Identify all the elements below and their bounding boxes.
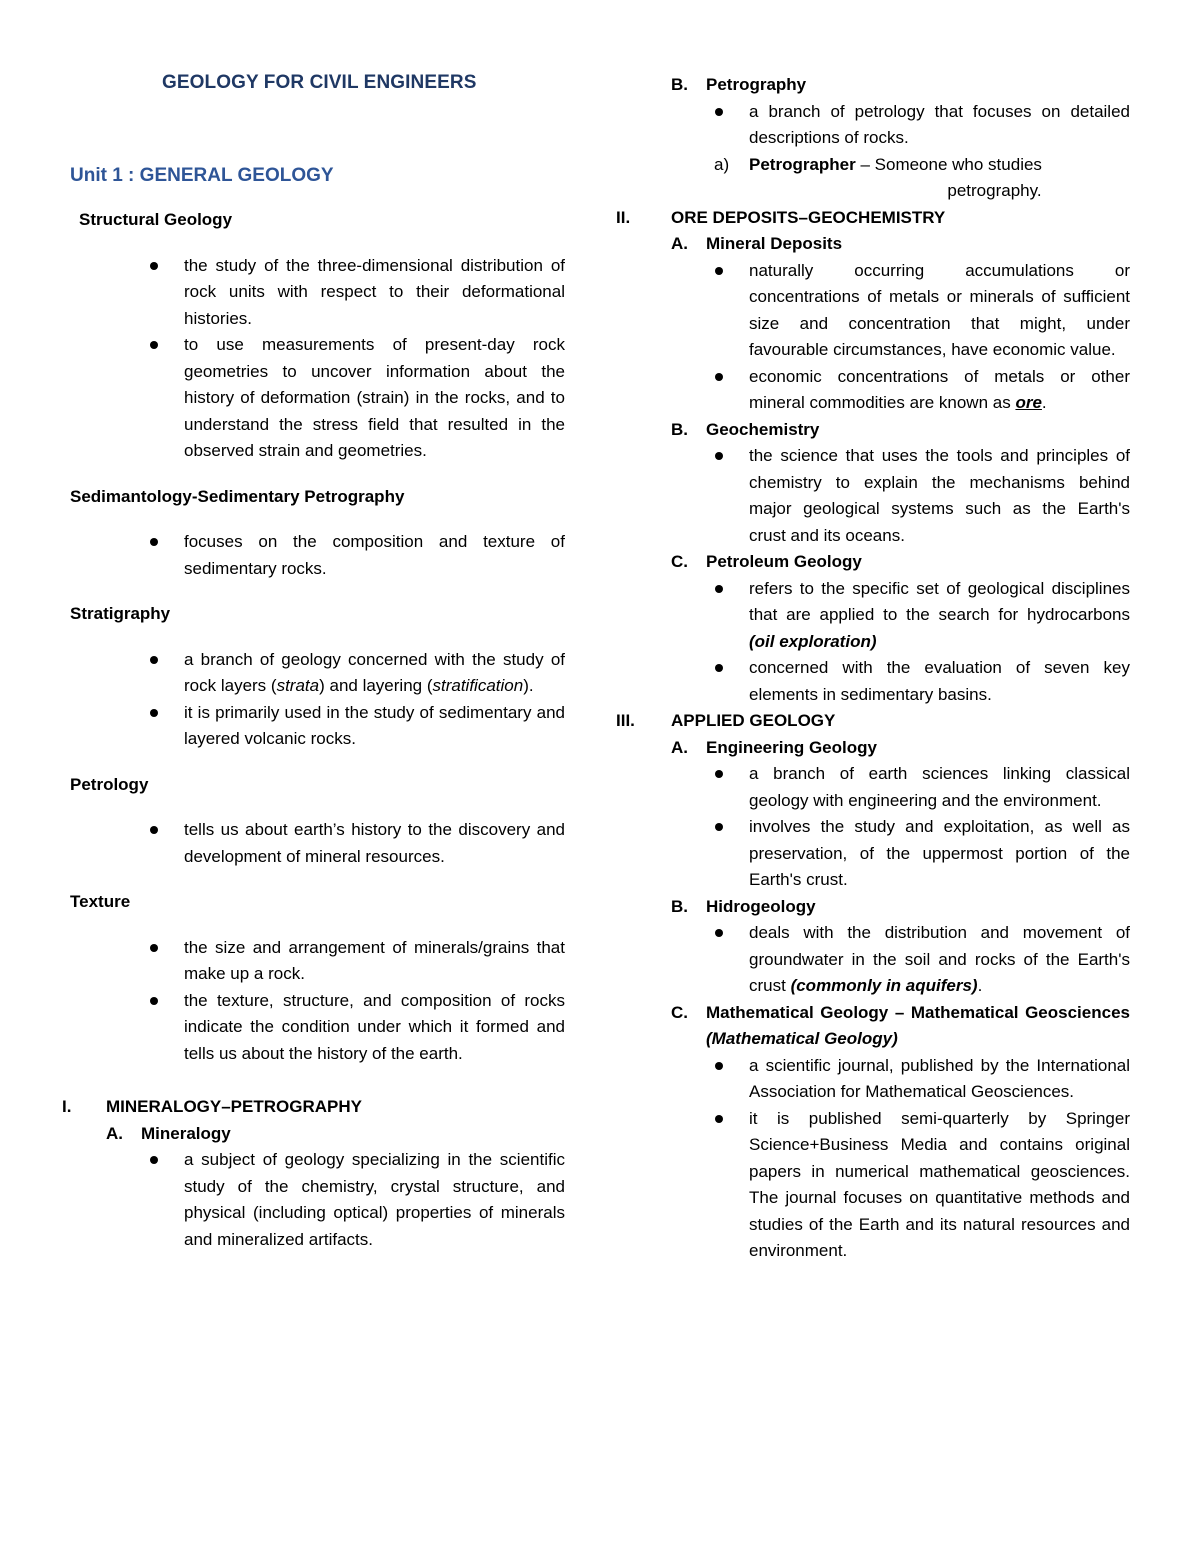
list-item: naturally occurring accumulations or concentrations of metals or minerals of sufficient size and concentration that might, under favourable circumstances, have economic value. xyxy=(749,258,1130,364)
list-item: the study of the three-dimensional distribution of rock units with respect to their deformational histories. xyxy=(184,253,565,333)
subsection-letter: B. xyxy=(671,419,688,439)
text-run: refers to the specific set of geological disciplines that are applied to the search for hydrocarbons xyxy=(749,578,1130,624)
subsection-mathematical-geology xyxy=(612,1000,1130,1053)
subsection-engineering-geology xyxy=(612,735,1130,762)
section-number: I. xyxy=(62,1097,72,1116)
subsection-letter: A. xyxy=(106,1123,123,1143)
list-item: a scientific journal, published by the International Association for Mathematical Geosciences. xyxy=(749,1053,1130,1106)
subsection-hidrogeology xyxy=(612,894,1130,921)
list-item: the science that uses the tools and principles of chemistry to explain the mechanisms behind major geological systems such as the Earth's crust and its oceans. xyxy=(749,443,1130,549)
text-run: – Someone who studies xyxy=(855,154,1042,174)
section-title: MINERALOGY–PETROGRAPHY xyxy=(106,1097,362,1116)
list-item: the texture, structure, and composition of rocks indicate the condition under which it formed and tells us about the history of the earth. xyxy=(184,988,565,1068)
emphasis-term: (Mathematical Geology) xyxy=(706,1029,898,1048)
emphasis-term: ore xyxy=(1015,393,1042,412)
emphasis-term: (commonly in aquifers) xyxy=(790,976,978,995)
subsection-geochemistry xyxy=(612,417,1130,444)
subsection-letter: C. xyxy=(671,1002,688,1022)
italic-term: stratification xyxy=(432,676,524,695)
list-item: it is primarily used in the study of sedimentary and layered volcanic rocks. xyxy=(184,700,565,753)
subsection-title: Petrography xyxy=(706,75,807,94)
structural-geology-heading: Structural Geology xyxy=(79,210,233,229)
text-run: deals with the distribution and movement of groundwater in the soil and rocks of the Earth's crust xyxy=(749,923,1130,995)
section-mineralogy-petrography xyxy=(62,1094,565,1121)
text-run: ). xyxy=(523,676,534,695)
subsection-title: Petroleum Geology xyxy=(706,552,862,571)
subsection-title: Mineral Deposits xyxy=(706,234,843,253)
text-run: . xyxy=(977,976,983,995)
petrology-list xyxy=(70,817,565,870)
subsection-letter: A. xyxy=(671,234,688,253)
mineral-deposits-list xyxy=(612,258,1130,417)
structural-geology-list xyxy=(70,253,565,465)
list-item: concerned with the evaluation of seven key elements in sedimentary basins. xyxy=(749,655,1130,708)
list-item: to use measurements of present-day rock geometries to uncover information about the history of deformation (strain) in the rocks, and to understand the stress field that resulted in the observed strain and geometries. xyxy=(184,332,565,465)
list-item xyxy=(184,647,565,700)
subsection-title: Engineering Geology xyxy=(706,737,877,757)
list-item xyxy=(749,920,1130,1000)
subsection-mineral-deposits xyxy=(612,231,1130,258)
subsection-mineralogy xyxy=(70,1121,565,1148)
list-item: a branch of petrology that focuses on detailed descriptions of rocks. xyxy=(749,99,1130,152)
subsection-petrography xyxy=(612,72,1130,99)
list-item xyxy=(749,576,1130,656)
list-item: a subject of geology specializing in the scientific study of the chemistry, crystal structure, and physical (including optical) properties of minerals and mineralized artifacts. xyxy=(184,1147,565,1253)
sub-item-label: a) xyxy=(714,154,730,174)
sedimentology-list xyxy=(70,529,565,582)
unit-title: Unit 1 : GENERAL GEOLOGY xyxy=(70,165,334,186)
subsection-letter: B. xyxy=(671,75,688,94)
text-run: petrography. xyxy=(947,181,1042,200)
section-applied-geology xyxy=(612,708,1130,735)
texture-heading: Texture xyxy=(70,892,131,911)
sedimentology-heading: Sedimantology-Sedimentary Petrography xyxy=(70,486,405,506)
geochemistry-list xyxy=(612,443,1130,549)
subsection-title: Hidrogeology xyxy=(706,896,816,916)
section-title: ORE DEPOSITS–GEOCHEMISTRY xyxy=(671,207,946,227)
term: Petrographer xyxy=(749,154,856,174)
mathematical-geology-list xyxy=(612,1053,1130,1265)
subsection-title: Mineralogy xyxy=(141,1123,231,1143)
section-ore-deposits xyxy=(612,205,1130,232)
petrography-list xyxy=(612,99,1130,152)
list-item: involves the study and exploitation, as well as preservation, of the uppermost portion of the Earth's crust. xyxy=(749,814,1130,894)
subsection-letter: C. xyxy=(671,552,688,571)
stratigraphy-list xyxy=(70,647,565,753)
section-title: APPLIED GEOLOGY xyxy=(671,711,836,730)
list-item: tells us about earth’s history to the discovery and development of mineral resources. xyxy=(184,817,565,870)
hidrogeology-list xyxy=(612,920,1130,1000)
subsection-petroleum-geology xyxy=(612,549,1130,576)
list-item: focuses on the composition and texture of sedimentary rocks. xyxy=(184,529,565,582)
petroleum-geology-list xyxy=(612,576,1130,709)
subsection-title: Geochemistry xyxy=(706,419,820,439)
section-number: III. xyxy=(616,711,635,730)
subsection-title: Mathematical Geology – Mathematical Geosciences xyxy=(706,1002,1130,1022)
left-column xyxy=(62,72,565,1253)
petrographer-definition xyxy=(612,152,1130,205)
text-run: economic concentrations of metals or other mineral commodities are known as xyxy=(749,366,1130,412)
stratigraphy-heading: Stratigraphy xyxy=(70,604,171,623)
document-title: GEOLOGY FOR CIVIL ENGINEERS xyxy=(162,72,477,93)
list-item: it is published semi-quarterly by Springer Science+Business Media and contains original papers in numerical mathematical geosciences. The journal focuses on quantitative methods and studies of the Earth and its natural resources and environment. xyxy=(749,1106,1130,1265)
texture-list xyxy=(70,935,565,1068)
subsection-letter: A. xyxy=(671,737,688,757)
italic-term: strata xyxy=(276,676,320,695)
section-number: II. xyxy=(616,207,631,227)
text-run: . xyxy=(1041,393,1047,412)
list-item xyxy=(749,364,1130,417)
emphasis-term: (oil exploration) xyxy=(749,631,877,651)
text-run: ) and layering ( xyxy=(319,676,433,695)
list-item: a branch of earth sciences linking classical geology with engineering and the environment. xyxy=(749,761,1130,814)
text-run: a branch of geology concerned with the study of rock layers ( xyxy=(184,649,565,695)
engineering-geology-list xyxy=(612,761,1130,894)
petrology-heading: Petrology xyxy=(70,774,149,794)
right-column xyxy=(612,72,1130,1265)
mineralogy-list xyxy=(70,1147,565,1253)
subsection-letter: B. xyxy=(671,896,688,916)
list-item: the size and arrangement of minerals/grains that make up a rock. xyxy=(184,935,565,988)
